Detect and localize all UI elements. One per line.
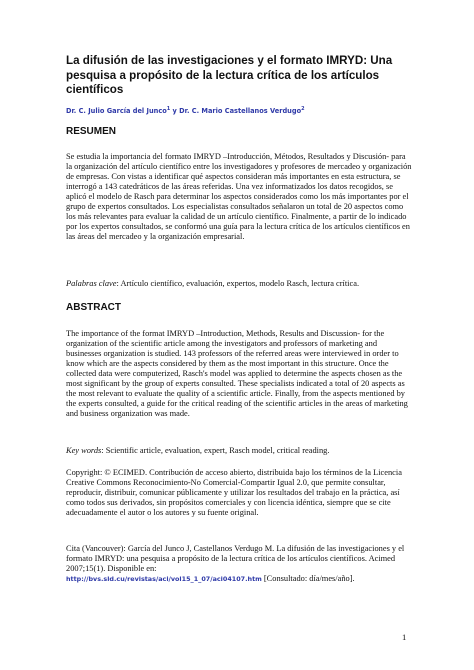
author-line <box>66 106 426 115</box>
abstract-heading: ABSTRACT <box>66 302 121 313</box>
resumen-body: Se estudia la importancia del formato IMRYD –Introducción, Métodos, Resultados y Discusión- para la organización del artículo científico entre los investigadores y profesores de mercadeo y organización de empresas. Con vistas a identificar qué aspectos consideran más importantes en esta estructura, se interrogó a 143 catedráticos de las áreas referidas. Una vez informatizados los datos recogidos, se aplicó el modelo de Rasch para determinar los aspectos considerados como los más importantes por el grupo de expertos consultados. Los especialistas consultados señalaron un total de 20 aspectos como los más relevantes para evaluar la calidad de un artículo científico. Finalmente, a partir de lo indicado por los expertos consultados, se conformó una guía para la lectura crítica de los artículos científicos en las áreas del mercadeo y la organización empresarial. <box>66 152 412 242</box>
palabras-clave-label: Palabras clave <box>66 279 117 288</box>
author-1-affiliation-mark: 1 <box>166 106 171 112</box>
author-2-affiliation-mark: 2 <box>301 106 305 112</box>
resumen-heading: RESUMEN <box>66 126 117 137</box>
author-1-name[interactable]: Dr. C. Julio García del Junco <box>66 107 167 116</box>
abstract-keywords <box>66 446 413 456</box>
abstract-body: The importance of the format IMRYD –Introduction, Methods, Results and Discussion- for the organization of the scientific article among the investigators and professors of marketing and businesses organization is studied. 143 professors of the referred areas were interviewed in order to know which are the aspects considered by them as the most important in this structure. Once the collected data were computerized, Rasch's model was applied to determine the aspects chosen as the most significant by the group of experts consulted. These specialists indicated a total of 20 aspects as the most relevant to evaluate the quality of a scientific article. Finally, from the aspects mentioned by the experts consulted, a guide for the critical reading of the scientific articles in the areas of marketing and business organization was made. <box>66 329 408 419</box>
key-words-text: : Scientific article, evaluation, expert, Rasch model, critical reading. <box>101 446 330 455</box>
palabras-clave-text: : Artículo científico, evaluación, expertos, modelo Rasch, lectura crítica. <box>116 279 360 288</box>
citation-link[interactable]: http://bvs.sld.cu/revistas/aci/vol15_1_07/aci04107.htm <box>66 575 262 584</box>
paper-title: La difusión de las investigaciones y el formato IMRYD: Una pesquisa a propósito de la lectura crítica de los artículos científicos <box>66 54 393 97</box>
resumen-keywords <box>66 279 413 289</box>
citation-block <box>66 544 413 584</box>
citation-text: Cita (Vancouver): García del Junco J, Castellanos Verdugo M. La difusión de las investigaciones y el formato IMRYD: una pesquisa a propósito de la lectura crítica de los artículos científicos. Acimed 2007;15(1). Disponible en: <box>66 544 405 574</box>
key-words-label: Key words <box>66 446 102 455</box>
page-number: 1 <box>402 632 407 642</box>
author-connector: y <box>170 107 180 116</box>
author-2-name[interactable]: Dr. C. Mario Castellanos Verdugo <box>179 107 302 116</box>
citation-suffix: [Consultado: día/mes/año]. <box>261 574 355 584</box>
copyright-notice: Copyright: © ECIMED. Contribución de acceso abierto, distribuida bajo los términos de la Licencia Creative Commons Reconocimiento-No Comercial-Compartir Igual 2.0, que permite consultar, reproducir, distribuir, comunicar públicamente y utilizar los resultados del trabajo en la práctica, así como todos sus derivados, sin propósitos comerciales y con licencia idéntica, siempre que se cite adecuadamente el autor o los autores y su fuente original. <box>66 468 402 518</box>
